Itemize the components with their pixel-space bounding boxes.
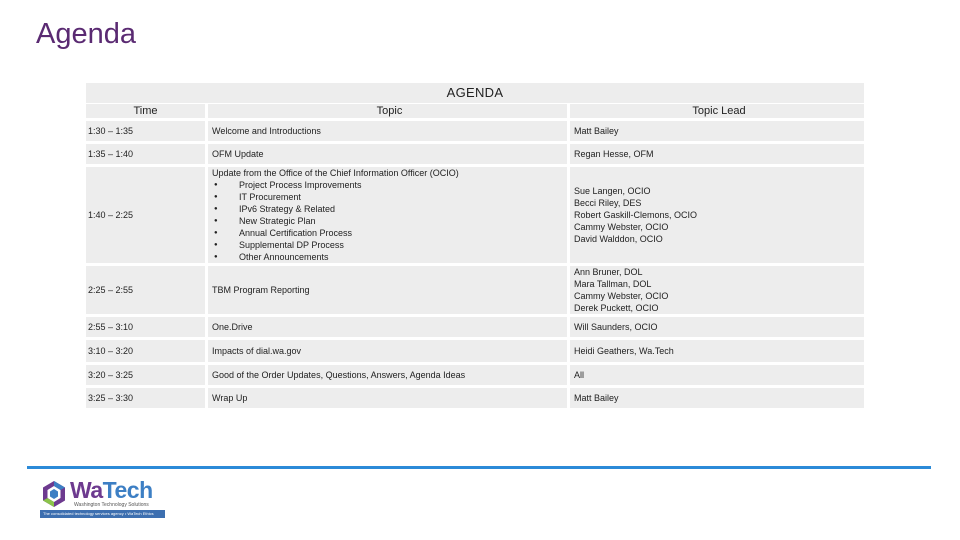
list-item: ● IT Procurement [212,191,567,203]
list-item: ● IPv6 Strategy & Related [212,203,567,215]
lead-name: Becci Riley, DES [574,198,642,208]
table-row [86,340,864,362]
column-header-topic: Topic [205,104,567,118]
agenda-table-container [86,83,864,411]
lead-name: Derek Puckett, OCIO [574,303,659,313]
topic-cell: Wrap Up [205,388,567,408]
table-header-row [86,104,864,118]
agenda-table [86,101,864,411]
column-header-topic-lead: Topic Lead [567,104,864,118]
time-cell: 2:55 – 3:10 [86,317,205,337]
table-row [86,167,864,263]
topic-heading: Update from the Office of the Chief Information Officer (OCIO) [212,168,459,178]
topic-cell: Welcome and Introductions [205,121,567,141]
topic-cell: One.Drive [205,317,567,337]
topic-cell: Impacts of dial.wa.gov [205,340,567,362]
logo-tagline: Washington Technology Solutions [74,502,149,508]
time-cell: 3:10 – 3:20 [86,340,205,362]
topic-cell: OFM Update [205,144,567,164]
lead-name: Robert Gaskill-Clemons, OCIO [574,210,698,220]
lead-name: Sue Langen, OCIO [574,186,651,196]
lead-cell: Heidi Geathers, Wa.Tech [567,340,864,362]
lead-name: Cammy Webster, OCIO [574,291,669,301]
lead-cell: Matt Bailey [567,121,864,141]
lead-name: David Walddon, OCIO [574,234,663,244]
time-cell: 3:20 – 3:25 [86,365,205,385]
column-header-time: Time [86,104,205,118]
lead-name: Mara Tallman, DOL [574,279,652,289]
topic-cell: TBM Program Reporting [205,266,567,314]
time-cell: 1:30 – 1:35 [86,121,205,141]
topic-cell [205,167,567,263]
logo-band: The consolidated technology services agency • WaTech Ethics [40,510,165,518]
table-row [86,121,864,141]
lead-cell: All [567,365,864,385]
footer-divider [27,466,931,469]
table-row [86,365,864,385]
table-row [86,388,864,408]
list-item: ● Project Process Improvements [212,179,567,191]
table-row [86,317,864,337]
list-item: ● Other Announcements [212,251,567,263]
time-cell: 1:35 – 1:40 [86,144,205,164]
agenda-heading: AGENDA [86,83,864,103]
lead-name: Cammy Webster, OCIO [574,222,669,232]
list-item: ● Annual Certification Process [212,227,567,239]
topic-cell: Good of the Order Updates, Questions, Answers, Agenda Ideas [205,365,567,385]
topic-bullet-list [212,179,567,263]
time-cell: 3:25 – 3:30 [86,388,205,408]
time-cell: 2:25 – 2:55 [86,266,205,314]
list-item: ● Supplemental DP Process [212,239,567,251]
logo-wordmark: WaTech [70,477,153,503]
lead-name: Ann Bruner, DOL [574,267,643,277]
lead-cell: Will Saunders, OCIO [567,317,864,337]
table-row [86,144,864,164]
lead-cell: Regan Hesse, OFM [567,144,864,164]
time-cell: 1:40 – 2:25 [86,167,205,263]
lead-cell [567,266,864,314]
watech-logo [40,478,165,520]
list-item: ● New Strategic Plan [212,215,567,227]
page-title: Agenda [36,18,136,50]
lead-cell [567,167,864,263]
watech-hexagon-icon [40,480,68,508]
lead-cell: Matt Bailey [567,388,864,408]
table-row [86,266,864,314]
